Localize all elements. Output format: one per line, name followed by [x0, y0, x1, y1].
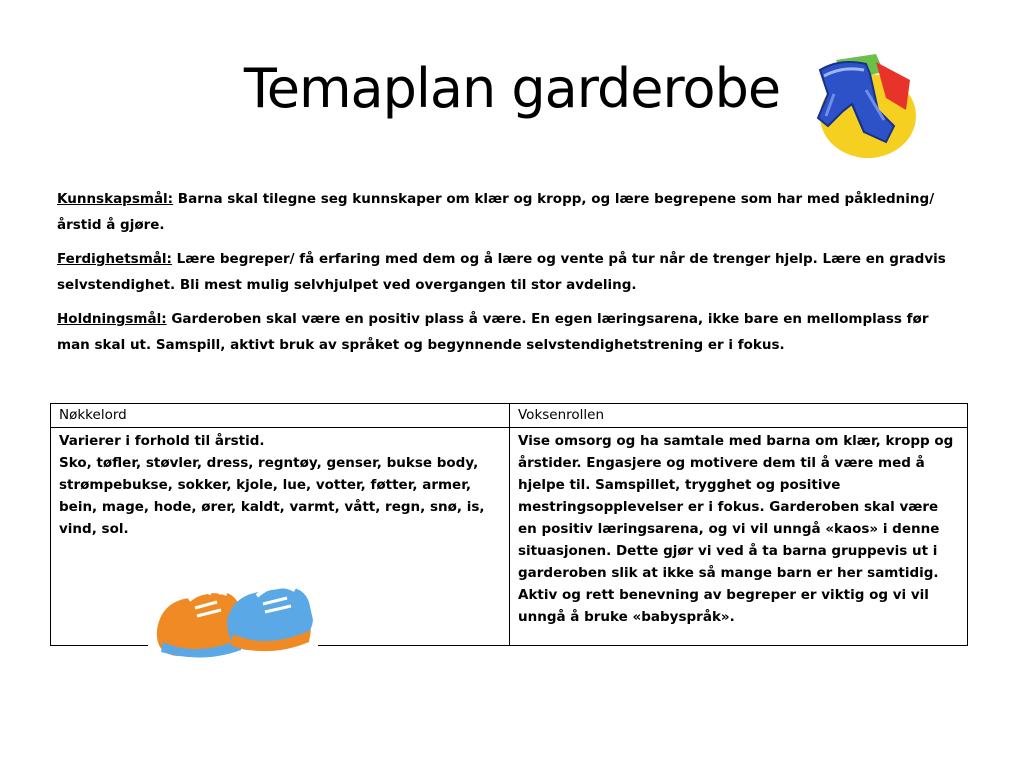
goal-label: Holdningsmål:: [57, 311, 167, 327]
goal-skills: [57, 246, 957, 298]
shoes-icon: [147, 568, 319, 664]
table-header-row: [51, 404, 968, 428]
goal-text: Garderoben skal være en positiv plass å være. En egen læringsarena, ikke bare en mellomplass før man skal ut. Samspill, aktivt bruk av språket og begynnende selvstendighetstrening er i fokus.: [57, 311, 929, 353]
goal-text: Barna skal tilegne seg kunnskaper om klær og kropp, og lære begrepene som har med påkledning/ årstid å gjøre.: [57, 191, 935, 233]
header-keywords: Nøkkelord: [51, 404, 510, 428]
goal-label: Ferdighetsmål:: [57, 251, 172, 267]
goal-attitude: [57, 306, 957, 358]
goals-section: [57, 186, 957, 366]
goal-text: Lære begreper/ få erfaring med dem og å lære og vente på tur når de trenger hjelp. Lære en gradvis selvstendighet. Bli mest mulig selvhjulpet ved overgangen til stor avdeling.: [57, 251, 946, 293]
page-title: Temaplan garderobe: [243, 57, 781, 120]
adult-role-cell: Vise omsorg og ha samtale med barna om klær, kropp og årstider. Engasjere og motivere dem til å være med å hjelpe til. Samspillet, trygghet og positive mestringsopplevelser er i fokus. Garderoben skal være en positiv læringsarena, og vi vil unngå «kaos» i denne situasjonen. Dette gjør vi ved å ta barna gruppevis ut i garderoben slik at ikke så mange barn er her samtidig. Aktiv og rett benevning av begreper er viktig og vi vil unngå å bruke «babyspråk».: [510, 428, 968, 646]
keywords-list: Sko, tøfler, støvler, dress, regntøy, genser, bukse body, strømpebukse, sokker, kjole, lue, votter, føtter, armer, bein, mage, hode, ører, kaldt, varmt, vått, regn, snø, is, vind, sol.: [59, 455, 485, 537]
goal-label: Kunnskapsmål:: [57, 191, 174, 207]
pants-icon: [806, 50, 918, 158]
header-adult-role: Voksenrollen: [510, 404, 968, 428]
goal-knowledge: [57, 186, 957, 238]
keywords-intro: Varierer i forhold til årstid.: [59, 433, 265, 449]
